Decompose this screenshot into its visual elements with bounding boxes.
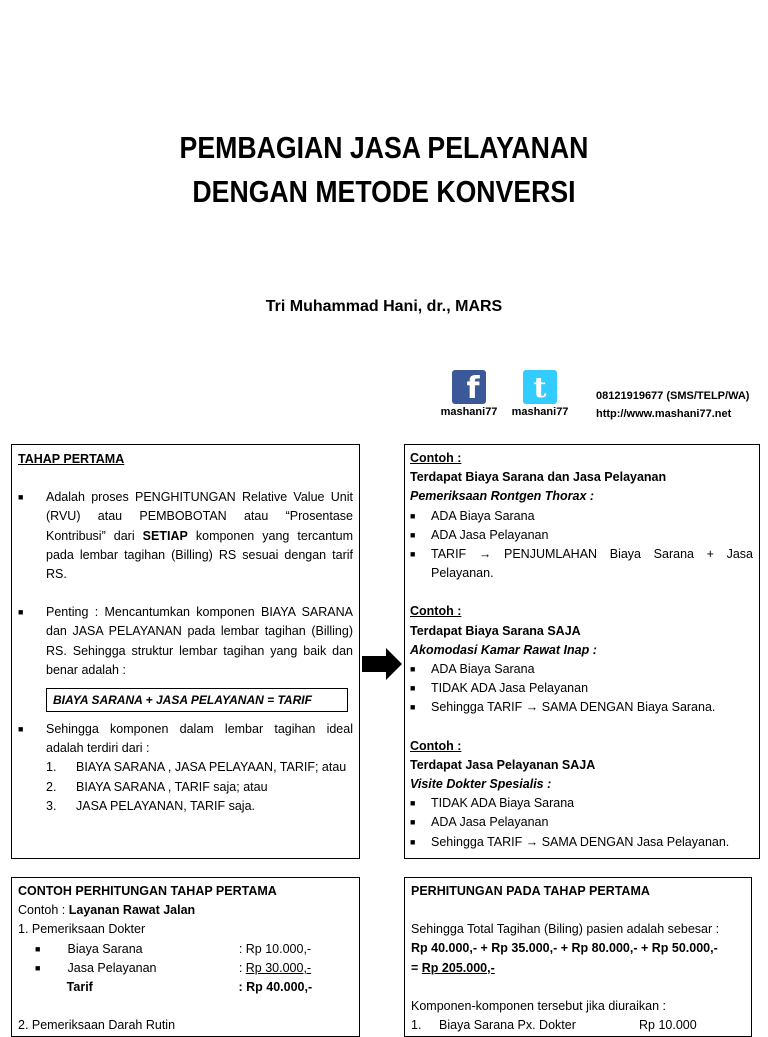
formula-box: BIAYA SARANA + JASA PELAYANAN = TARIF [46,688,348,712]
calc-right-text: Komponen-komponen tersebut jika diuraikan : [411,998,667,1013]
contact-info [596,387,749,423]
contoh-3-label: Contoh : [410,738,462,753]
tahap-b1-text-end: komponen yang tercantum pada lembar tagihan (Billing) RS sesuai dengan tarif RS. [46,528,353,582]
calc-row-label: Jasa Pelayanan [67,960,157,975]
calc-left-contoh [18,901,353,920]
contoh-2-label: Contoh : [410,604,462,619]
twitter-link[interactable] [509,370,571,418]
list-item [410,794,753,813]
item-text: ADA Biaya Sarana [431,662,535,677]
bullet-icon: ■ [410,817,416,828]
bullet-icon: ■ [18,607,24,618]
calc-row [18,978,353,997]
item-text: TIDAK ADA Jasa Pelayanan [431,681,589,696]
calc-right-sum: Rp 40.000,- + Rp 35.000,- + Rp 80.000,- + Rp 50.000,- [411,941,718,956]
facebook-icon: f [452,370,486,404]
facebook-link[interactable] [438,370,500,418]
tahap-b1-text: Adalah proses PENGHITUNGAN Relative Value Unit (RVU) atau PEMBOBOTAN atau “Prosentase Kontribusi” dari [46,490,353,543]
bullet-icon: ■ [410,836,416,847]
calc-row [18,940,353,959]
item-text: TIDAK ADA Biaya Sarana [431,796,575,811]
calc-row-label: Tarif [66,980,93,995]
contoh-3-subtitle: Visite Dokter Spesialis : [410,777,552,792]
calc-row [18,959,353,978]
perhitungan-box [404,877,752,1037]
bullet-icon: ■ [18,724,24,735]
list-item [410,545,753,583]
calc-row-label: Biaya Sarana [67,941,143,956]
calc-row-value: Rp 30.000,- [245,960,312,975]
tahap-pertama-box [11,444,360,859]
calc-row-label: Biaya Sarana Px. Dokter [439,1018,576,1033]
contoh-1-label: Contoh : [410,451,462,465]
contoh-value: Layanan Rawat Jalan [68,903,196,918]
item-text: ADA Biaya Sarana [431,508,535,523]
list-item [410,833,753,852]
title-line-2: DENGAN METODE KONVERSI [192,174,576,209]
item-text: BIAYA SARANA , TARIF saja; atau [76,779,268,794]
item-text: TARIF → PENJUMLAHAN Biaya Sarana + Jasa Pelayanan. [431,547,753,581]
item-text: JASA PELAYANAN, TARIF saja. [76,798,255,813]
tahap-b1-bold: SETIAP [142,528,188,543]
bullet-icon: ■ [410,702,416,713]
item-number: 1. [411,1018,422,1033]
bullet-icon: ■ [18,492,24,503]
tahap-heading: TAHAP PERTAMA [18,452,125,466]
calc-row-value: : Rp 10.000,- [238,941,312,956]
contoh-2-subtitle: Akomodasi Kamar Rawat Inap : [410,642,597,657]
contoh-1-subtitle: Pemeriksaan Rontgen Thorax : [410,489,595,504]
author: Tri Muhammad Hani, dr., MARS [265,298,503,315]
list-item [46,778,353,797]
bullet-icon: ■ [35,962,41,973]
calc-item-1: 1. Pemeriksaan Dokter [18,922,146,937]
bullet-icon: ■ [410,683,416,694]
item-number: 2. [46,779,57,794]
bullet-icon: ■ [410,549,416,560]
list-item [410,813,753,832]
item-text: Sehingga TARIF → SAMA DENGAN Biaya Sarana. [431,700,716,715]
contoh-box [404,444,760,859]
calc-row-value: : Rp 40.000,- [238,980,313,995]
tahap-b3-text: Sehingga komponen dalam lembar tagihan ideal adalah terdiri dari : [46,722,353,756]
twitter-handle: mashani77 [511,406,569,418]
bullet-icon: ■ [410,798,416,809]
calc-left-heading: CONTOH PERHITUNGAN TAHAP PERTAMA [18,884,277,898]
calc-row [411,1016,745,1035]
list-item [410,698,753,717]
contoh-2-title: Terdapat Biaya Sarana SAJA [410,623,581,638]
list-item [18,488,353,584]
item-number: 3. [46,798,57,813]
item-text: Sehingga TARIF → SAMA DENGAN Jasa Pelayanan. [431,834,730,849]
facebook-handle: mashani77 [440,406,498,418]
list-item [18,720,353,816]
list-item [410,679,753,698]
twitter-icon: t [523,370,557,404]
tahap-b2-text: Penting : Mencantumkan komponen BIAYA SARANA dan JASA PELAYANAN pada lembar tagihan (Billing) RS. Sehingga struktur lembar tagihan yang baik dan benar adalah : [46,605,353,677]
calc-row-colon: : [238,960,246,975]
list-item [410,507,753,526]
list-item [410,526,753,545]
page-title [54,126,714,214]
contoh-label: Contoh : [18,903,69,918]
calc-right-total: Rp 205.000,- [421,960,495,975]
calc-right-equals: = [411,960,422,975]
bullet-icon: ■ [410,529,416,540]
list-item [18,603,353,680]
contoh-1-title: Terdapat Biaya Sarana dan Jasa Pelayanan [410,470,667,485]
phone-text: 08121919677 (SMS/TELP/WA) [596,390,750,402]
bullet-icon: ■ [410,510,416,521]
right-arrow-icon [360,646,404,682]
contoh-perhitungan-box [11,877,360,1037]
bullet-icon: ■ [35,943,41,954]
list-item [46,758,353,777]
calc-row-value: Rp 10.000 [639,1018,697,1033]
website-link[interactable]: http://www.mashani77.net [596,408,732,420]
bullet-icon: ■ [410,664,416,675]
calc-right-text: Sehingga Total Tagihan (Biling) pasien adalah sebesar : [411,922,720,937]
list-item [410,660,753,679]
title-line-1: PEMBAGIAN JASA PELAYANAN [179,130,589,165]
calc-item-2: 2. Pemeriksaan Darah Rutin [18,1018,176,1033]
contoh-3-title: Terdapat Jasa Pelayanan SAJA [410,757,596,772]
list-item [46,797,353,816]
calc-right-heading: PERHITUNGAN PADA TAHAP PERTAMA [411,884,650,898]
item-number: 1. [46,760,57,775]
item-text: ADA Jasa Pelayanan [431,527,549,542]
item-text: BIAYA SARANA , JASA PELAYAAN, TARIF; atau [76,760,347,775]
item-text: ADA Jasa Pelayanan [431,815,549,830]
